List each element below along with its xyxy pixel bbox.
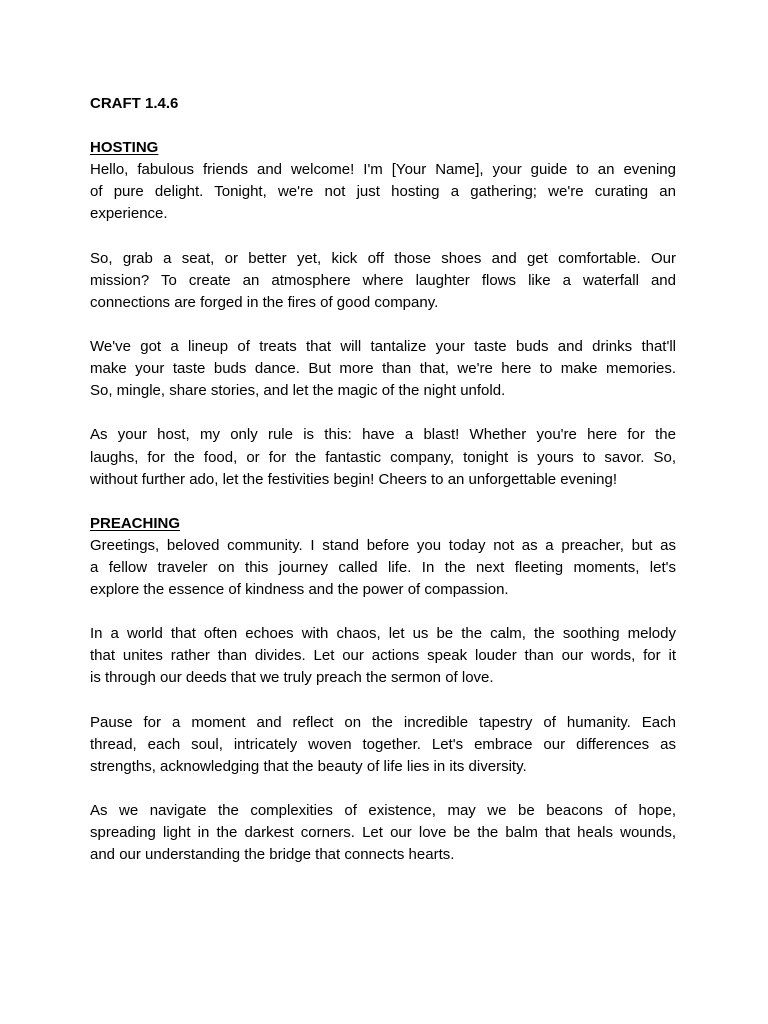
paragraph-line: that unites rather than divides. Let our actions speak louder than our words, for it <box>90 647 676 665</box>
paragraph <box>90 623 676 689</box>
paragraph <box>90 248 676 314</box>
section-heading <box>90 513 676 535</box>
section-preaching <box>90 513 676 867</box>
paragraph-line: make your taste buds dance. But more than that, we're here to make memories. <box>90 360 676 378</box>
paragraph-line: connections are forged in the fires of good company. <box>90 293 439 311</box>
paragraph <box>90 800 676 866</box>
paragraph <box>90 712 676 778</box>
paragraph-line: Greetings, beloved community. I stand before you today not as a preacher, but as <box>90 536 676 554</box>
paragraph-line: explore the essence of kindness and the power of compassion. <box>90 581 509 599</box>
paragraph-line: As we navigate the complexities of existence, may we be beacons of hope, <box>90 802 676 819</box>
section-hosting <box>90 137 676 491</box>
paragraph <box>90 159 676 225</box>
paragraph-line: We've got a lineup of treats that will tantalize your taste buds and drinks that'll <box>90 338 676 356</box>
section-heading-text: PREACHING <box>90 514 181 532</box>
paragraph-line: a fellow traveler on this journey called life. In the next fleeting moments, let's <box>90 558 676 576</box>
paragraph-line: without further ado, let the festivities begin! Cheers to an unforgettable evening! <box>90 470 617 488</box>
paragraph-line: Pause for a moment and reflect on the incredible tapestry of humanity. Each <box>90 713 676 731</box>
paragraph <box>90 424 676 490</box>
paragraph-line: laughs, for the food, or for the fantastic company, tonight is yours to savor. So, <box>90 448 676 466</box>
paragraph-line: Hello, fabulous friends and welcome! I'm [Your Name], your guide to an evening <box>90 161 676 179</box>
paragraph-line: and our understanding the bridge that connects hearts. <box>90 846 455 864</box>
section-heading <box>90 137 676 159</box>
document-title: CRAFT 1.4.6 <box>90 95 179 112</box>
paragraph-line: strengths, acknowledging that the beauty of life lies in its diversity. <box>90 757 527 775</box>
paragraph-line: mission? To create an atmosphere where laughter flows like a waterfall and <box>90 271 676 289</box>
paragraph-line: experience. <box>90 205 168 223</box>
paragraph-line: As your host, my only rule is this: have a blast! Whether you're here for the <box>90 426 676 444</box>
paragraph-line: thread, each soul, intricately woven together. Let's embrace our differences as <box>90 735 676 753</box>
document-page <box>90 93 676 888</box>
paragraph-line: In a world that often echoes with chaos, let us be the calm, the soothing melody <box>90 625 676 643</box>
paragraph-line: So, mingle, share stories, and let the magic of the night unfold. <box>90 382 506 400</box>
paragraph-line: So, grab a seat, or better yet, kick off those shoes and get comfortable. Our <box>90 249 676 267</box>
paragraph <box>90 336 676 402</box>
paragraph-line: is through our deeds that we truly preach the sermon of love. <box>90 669 494 687</box>
paragraph-line: of pure delight. Tonight, we're not just hosting a gathering; we're curating an <box>90 183 676 201</box>
paragraph <box>90 535 676 601</box>
paragraph-line: spreading light in the darkest corners. Let our love be the balm that heals wounds, <box>90 824 676 842</box>
section-heading-text: HOSTING <box>90 139 159 157</box>
